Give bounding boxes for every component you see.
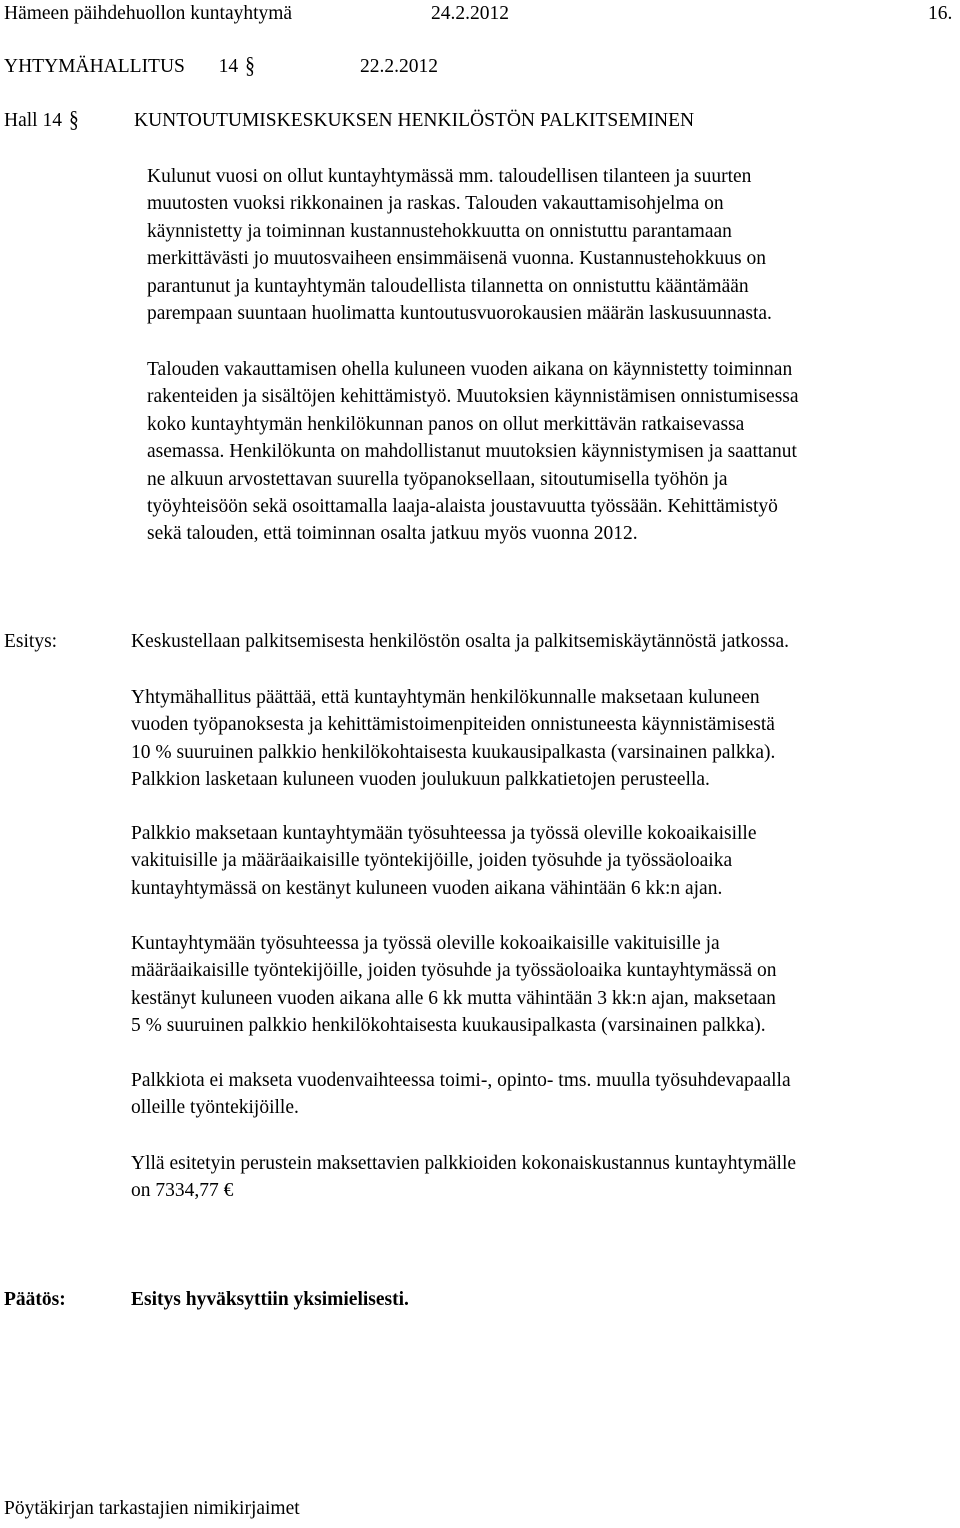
text-line: parantunut ja kuntayhtymän taloudellista tilannetta on onnistuttu kääntämään: [147, 275, 749, 297]
text-line: kestänyt kuluneen vuoden aikana alle 6 kk mutta vähintään 3 kk:n ajan, maksetaan: [131, 987, 776, 1009]
proposal-paragraph-3: [131, 930, 931, 1040]
text-line: Yhtymähallitus päättää, että kuntayhtymän henkilökunnalle maksetaan kuluneen: [131, 687, 760, 708]
proposal-paragraph-1: [131, 684, 931, 794]
meeting-date: 22.2.2012: [360, 56, 438, 77]
text-line: vuoden työpanoksesta ja kehittämistoimenpiteiden onnistuneesta käynnistämisestä: [131, 714, 775, 736]
text-line: muutosten vuoksi rikkonainen ja raskas. Talouden vakauttamisohjelma on: [147, 193, 724, 215]
text-line: Talouden vakauttamisen ohella kuluneen vuoden aikana on käynnistetty toiminnan: [147, 359, 793, 380]
background-paragraph-1: [147, 163, 937, 327]
organization-name: Hämeen päihdehuollon kuntayhtymä: [4, 3, 293, 24]
background-paragraph-2: [147, 356, 937, 548]
text-line: 10 % suuruinen palkkio henkilökohtaisesta kuukausipalkasta (varsinainen palkka).: [131, 741, 776, 763]
text-line: ne alkuun arvostettavan suurella työpanoksellaan, sitoutumisella työhön ja: [147, 468, 728, 490]
item-section-symbol: §: [68, 107, 79, 133]
text-line: sekä talouden, että toiminnan osalta jatkuu myös vuonna 2012.: [147, 523, 638, 545]
text-line: käynnistetty ja toiminnan kustannustehokkuutta on onnistuttu parantamaan: [147, 220, 732, 242]
text-line: Kulunut vuosi on ollut kuntayhtymässä mm. taloudellisen tilanteen ja suurten: [147, 166, 752, 187]
item-title: KUNTOUTUMISKESKUKSEN HENKILÖSTÖN PALKITSEMINEN: [134, 110, 695, 131]
text-line: Palkkion lasketaan kuluneen vuoden joulukuun palkkatietojen perusteella.: [131, 769, 710, 791]
text-line: vakituisille ja määräaikaisille työntekijöille, joiden työsuhde ja työssäoloaika: [131, 850, 733, 872]
proposal-first-line: Keskustellaan palkitsemisesta henkilöstön osalta ja palkitsemiskäytännöstä jatkossa.: [131, 631, 789, 652]
proposal-paragraph-5: [131, 1150, 931, 1205]
meeting-name: YHTYMÄHALLITUS: [4, 56, 185, 77]
proposal-paragraph-4: [131, 1067, 931, 1122]
text-line: Yllä esitetyin perustein maksettavien palkkioiden kokonaiskustannus kuntayhtymälle: [131, 1153, 797, 1174]
page-number: 16.: [928, 3, 953, 24]
text-line: asemassa. Henkilökunta on mahdollistanut muutoksien käynnistymisen ja saattanut: [147, 441, 797, 463]
decision-text: Esitys hyväksyttiin yksimielisesti.: [131, 1289, 409, 1310]
text-line: olleille työntekijöille.: [131, 1097, 299, 1119]
item-id: [4, 107, 79, 133]
meeting-number: 14: [218, 56, 239, 77]
decision-label: Päätös:: [4, 1289, 66, 1310]
item-id-text: Hall 14: [4, 110, 62, 131]
text-line: on 7334,77 €: [131, 1180, 234, 1202]
text-line: 5 % suuruinen palkkio henkilökohtaisesta kuukausipalkasta (varsinainen palkka).: [131, 1015, 766, 1037]
meeting-heading: [4, 53, 340, 79]
document-date: 24.2.2012: [431, 3, 509, 24]
text-line: Palkkio maksetaan kuntayhtymään työsuhteessa ja työssä oleville kokoaikaisille: [131, 823, 757, 844]
text-line: määräaikaisille työntekijöille, joiden työsuhde ja työssäoloaika kuntayhtymässä on: [131, 960, 777, 982]
text-line: koko kuntayhtymän henkilökunnan panos on ollut merkittävän ratkaisevassa: [147, 413, 745, 435]
text-line: Kuntayhtymään työsuhteessa ja työssä oleville kokoaikaisille vakituisille ja: [131, 933, 720, 954]
text-line: rakenteiden ja sisältöjen kehittämistyö. Muutoksien käynnistämisen onnistumisessa: [147, 386, 799, 408]
text-line: merkittävästi jo muutosvaiheen ensimmäisenä vuonna. Kustannustehokkuus on: [147, 248, 767, 270]
text-line: Palkkiota ei makseta vuodenvaihteessa toimi-, opinto- tms. muulla työsuhdevapaalla: [131, 1070, 791, 1091]
section-symbol: §: [245, 53, 255, 79]
text-line: parempaan suuntaan huolimatta kuntoutusvuorokausien määrän laskusuunnasta.: [147, 303, 772, 325]
text-line: työyhteisöön sekä osoittamalla laaja-alaista joustavuutta työssään. Kehittämistyö: [147, 496, 778, 518]
footer-text: Pöytäkirjan tarkastajien nimikirjaimet: [4, 1498, 300, 1519]
proposal-label: Esitys:: [4, 631, 58, 652]
proposal-paragraph-2: [131, 820, 931, 902]
text-line: kuntayhtymässä on kestänyt kuluneen vuoden aikana vähintään 6 kk:n ajan.: [131, 877, 723, 899]
